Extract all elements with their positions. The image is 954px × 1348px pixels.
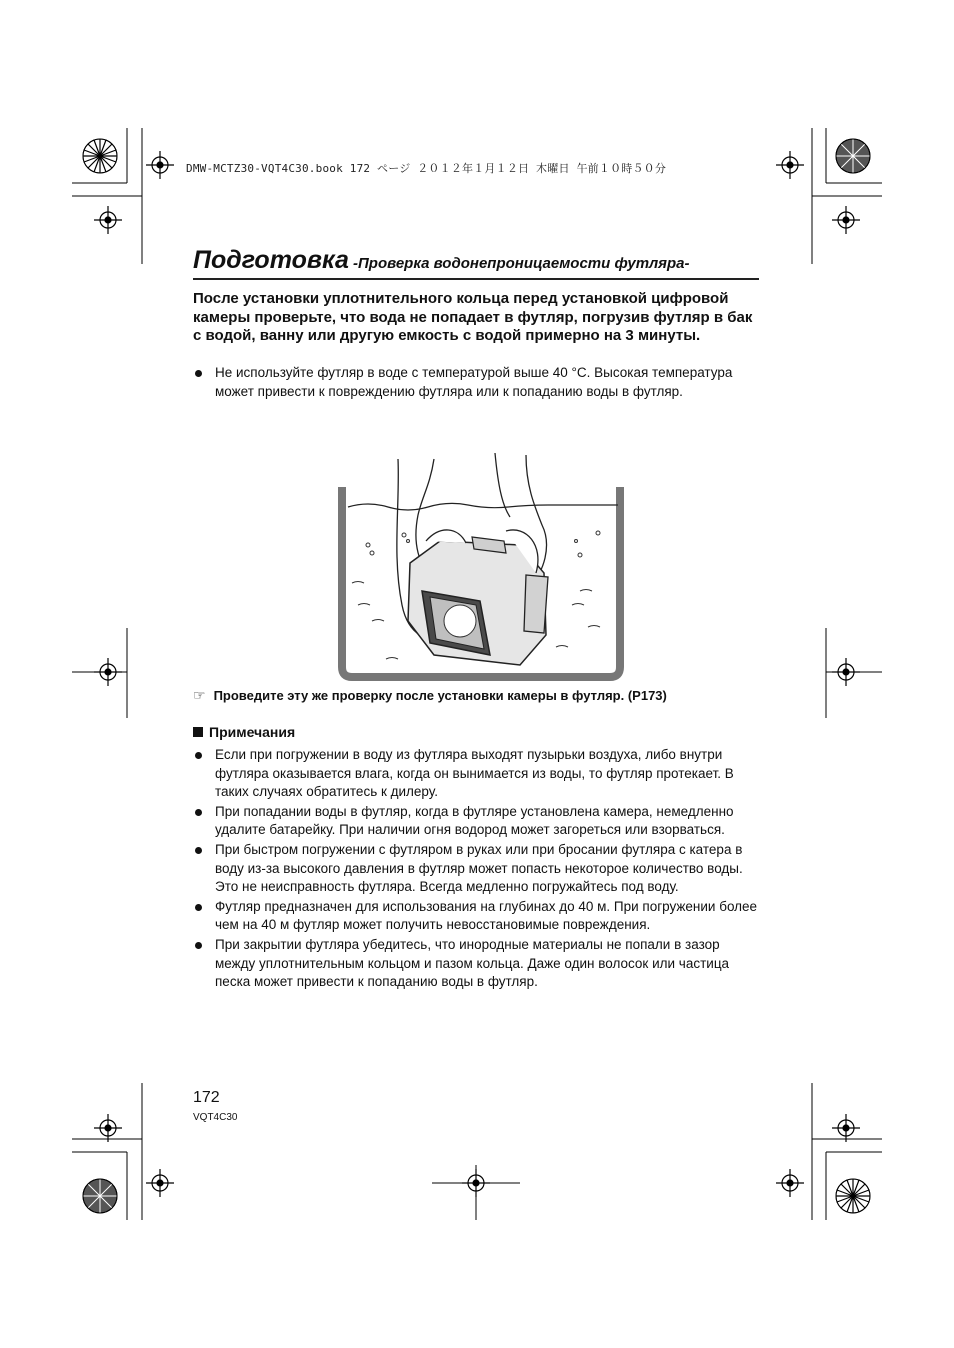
reference-text: Проведите эту же проверку после установки камеры в футляр. (P173) <box>213 688 667 703</box>
water-test-illustration <box>330 445 630 683</box>
square-bullet-icon <box>193 727 203 737</box>
list-item: При закрытии футляра убедитесь, что инородные материалы не попали в зазор между уплотнительным кольцом и пазом кольца. Даже один волосок или частица песка может привести к попаданию воды в футляр. <box>193 936 763 992</box>
title-main: Подготовка <box>193 246 349 274</box>
document-code: VQT4C30 <box>193 1112 238 1123</box>
list-item: Если при погружении в воду из футляра выходят пузырьки воздуха, либо внутри футляра оказывается влага, когда он вынимается из воды, то футляр протекает. В таких случаях обратитесь к дилеру. <box>193 746 763 802</box>
notes-list <box>193 746 763 993</box>
page-number: 172 <box>193 1089 220 1106</box>
page-title <box>193 242 768 279</box>
list-item: Не используйте футляр в воде с температурой выше 40 °C. Высокая температура может привести к повреждению футляра или к попаданию воды в футляр. <box>193 364 743 401</box>
notes-heading <box>193 724 295 740</box>
warning-list <box>193 364 743 401</box>
list-item: Футляр предназначен для использования на глубинах до 40 м. При погружении более чем на 40 м футляр может получить невосстановимые повреждения. <box>193 898 763 935</box>
list-item: При попадании воды в футляр, когда в футляре установлена камера, немедленно удалите батарейку. При наличии огня водород может загореться или взорваться. <box>193 803 763 840</box>
pointing-hand-icon: ☞ <box>193 687 206 703</box>
notes-heading-text: Примечания <box>209 724 296 740</box>
title-underline <box>193 278 759 280</box>
title-subtitle: -Проверка водонепроницаемости футляра- <box>348 255 690 272</box>
list-item: При быстром погружении с футляром в руках или при бросании футляра с катера в воду из-за высокого давления в футляр может попасть некоторое количество воды. Это не неисправность футляра. Всегда медленно погружайтесь под воду. <box>193 841 763 897</box>
reference-note <box>193 687 773 704</box>
lead-instruction: После установки уплотнительного кольца перед установкой цифровой камеры проверьте, что вода не попадает в футляр, погрузив футляр в бак с водой, ванну или другую емкость с водой примерно на 3 минуты. <box>193 290 753 345</box>
print-file-header: DMW-MCTZ30-VQT4C30.book 172 ページ ２０１２年１月１２日 木曜日 午前１０時５０分 <box>186 162 667 175</box>
